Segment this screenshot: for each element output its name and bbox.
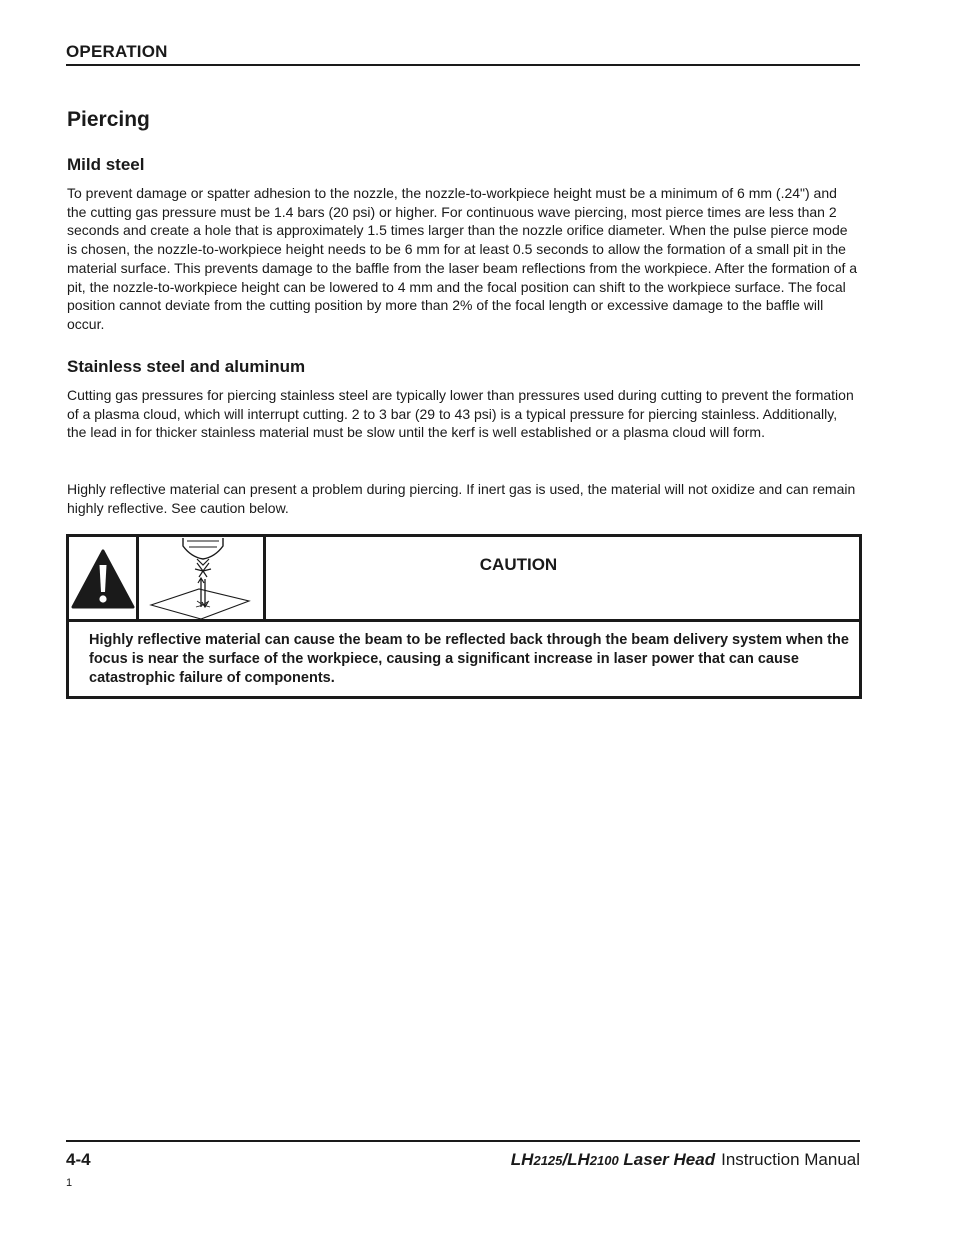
product-prefix: LH — [510, 1150, 534, 1169]
footer-rule — [66, 1140, 860, 1142]
product-suffix: Laser Head — [618, 1150, 716, 1169]
illustration-cell — [139, 537, 266, 619]
caution-title-cell — [266, 537, 859, 619]
page-number: 4-4 — [66, 1150, 91, 1169]
section-header: OPERATION — [66, 42, 860, 66]
stainless-paragraph-1: Cutting gas pressures for piercing stainless steel are typically lower than pressures used during cutting to prevent the formation of a plasma cloud, which will interrupt cutting. 2 to 3 bar (29 to 43 psi) is a typical pressure for piercing stainless. Additionally, the lead in for thicker stainless material must be slow until the kerf is well established or a plasma cloud will form. — [67, 387, 854, 441]
caution-title: CAUTION — [479, 555, 558, 574]
product-separator: /LH — [562, 1150, 590, 1169]
caution-body: Highly reflective material can cause the beam to be reflected back through the beam delivery system when the focus is near the surface of the workpiece, causing a significant increase in laser power that can cause catastrophic failure of components. — [89, 632, 849, 686]
model-2: 2100 — [589, 1153, 619, 1168]
stainless-paragraph-2: Highly reflective material can present a problem during piercing. If inert gas is used, the material will not oxidize and can remain highly reflective. See caution below. — [67, 481, 856, 516]
stainless-heading: Stainless steel and aluminum — [67, 357, 306, 376]
caution-box — [66, 534, 862, 699]
mild-steel-paragraph: To prevent damage or spatter adhesion to the nozzle, the nozzle-to-workpiece height must be a minimum of 6 mm (.24") and the cutting gas pressure must be 1.4 bars (20 psi) or higher. For continuous wave piercing, most pierce times are less than 2 seconds and create a hole that is approximately 1.5 times larger than the nozzle orifice diameter. When the pulse pierce mode is chosen, the nozzle-to-workpiece height needs to be 6 mm for at least 0.5 seconds to allow the formation of a small pit in the material surface. This prevents damage to the baffle from the laser beam reflections from the workpiece. After the formation of a pit, the nozzle-to-workpiece height can be lowered to 4 mm and the focal position can shift to the workpiece surface. The focal position cannot deviate from the cutting position by more than 2% of the focal length or excessive damage to the baffle will occur. — [67, 185, 858, 332]
page-title: Piercing — [67, 108, 150, 131]
model-1: 2125 — [533, 1153, 563, 1168]
footer-title — [511, 1150, 860, 1170]
revision: 1 — [66, 1177, 73, 1189]
doc-type: Instruction Manual — [721, 1150, 860, 1169]
mild-steel-heading: Mild steel — [67, 155, 145, 174]
exclamation-triangle-icon — [69, 537, 136, 619]
caution-header-row — [69, 537, 859, 622]
warning-cell — [69, 537, 139, 619]
laser-reflection-icon — [139, 537, 263, 619]
